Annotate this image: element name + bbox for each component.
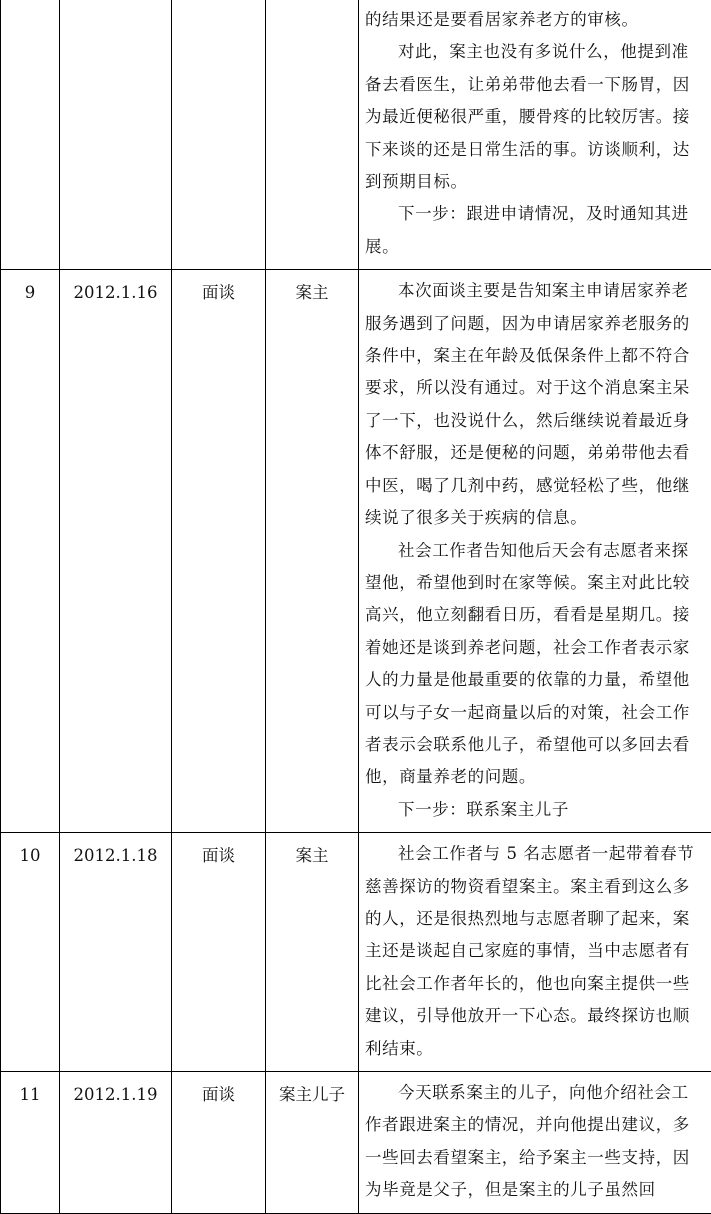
row-number-cell: 9 (1, 270, 60, 833)
content-cell (359, 1072, 711, 1214)
row-number-cell (1, 0, 60, 270)
content-paragraph: 下一步：跟进申请情况，及时通知其进展。 (365, 198, 705, 263)
row-number-cell: 11 (1, 1072, 60, 1214)
date-cell: 2012.1.18 (60, 833, 172, 1072)
content-paragraph: 的结果还是要看居家养老方的审核。 (365, 4, 705, 36)
date-cell: 2012.1.19 (60, 1072, 172, 1214)
content-cell (359, 0, 711, 270)
row-number-cell: 10 (1, 833, 60, 1072)
table-row (1, 1072, 711, 1214)
content-paragraph: 本次面谈主要是告知案主申请居家养老服务遇到了问题，因为申请居家养老服务的条件中，案主在年龄及低保条件上都不符合要求，所以没有通过。对于这个消息案主呆了一下，也没说什么，然后继续说着最近身体不舒服，还是便秘的问题，弟弟带他去看中医，喝了几剂中药，感觉轻松了些，他继续说了很多关于疾病的信息。 (365, 275, 705, 534)
table-row (1, 270, 711, 833)
content-cell (359, 833, 711, 1072)
table-row (1, 0, 711, 270)
mode-cell: 面谈 (172, 270, 266, 833)
content-paragraph: 社会工作者告知他后天会有志愿者来探望他，希望他到时在家等候。案主对此比较高兴，他立刻翻看日历，看看是星期几。接着她还是谈到养老问题，社会工作者表示家人的力量是他最重要的依靠的力量，希望他可以与子女一起商量以后的对策，社会工作者表示会联系他儿子，希望他可以多回去看他，商量养老的问题。 (365, 535, 705, 794)
date-cell: 2012.1.16 (60, 270, 172, 833)
content-paragraph: 对此，案主也没有多说什么，他提到准备去看医生，让弟弟带他去看一下肠胃，因为最近便秘很严重，腰骨疼的比较厉害。接下来谈的还是日常生活的事。访谈顺利，达到预期目标。 (365, 36, 705, 198)
table-row (1, 833, 711, 1072)
content-paragraph: 社会工作者与 5 名志愿者一起带着春节慈善探访的物资看望案主。案主看到这么多的人，还是很热烈地与志愿者聊了起来，案主还是谈起自己家庭的事情，当中志愿者有比社会工作者年长的，他也向案主提供一些建议，引导他放开一下心态。最终探访也顺利结束。 (365, 838, 705, 1065)
target-cell: 案主 (266, 833, 359, 1072)
mode-cell: 面谈 (172, 833, 266, 1072)
date-cell (60, 0, 172, 270)
content-paragraph: 今天联系案主的儿子，向他介绍社会工作者跟进案主的情况，并向他提出建议，多一些回去看望案主，给予案主一些支持，因为毕竟是父子，但是案主的儿子虽然回 (365, 1077, 705, 1207)
content-cell (359, 270, 711, 833)
content-paragraph: 下一步：联系案主儿子 (365, 794, 705, 826)
mode-cell: 面谈 (172, 1072, 266, 1214)
target-cell: 案主儿子 (266, 1072, 359, 1214)
mode-cell (172, 0, 266, 270)
target-cell: 案主 (266, 270, 359, 833)
target-cell (266, 0, 359, 270)
